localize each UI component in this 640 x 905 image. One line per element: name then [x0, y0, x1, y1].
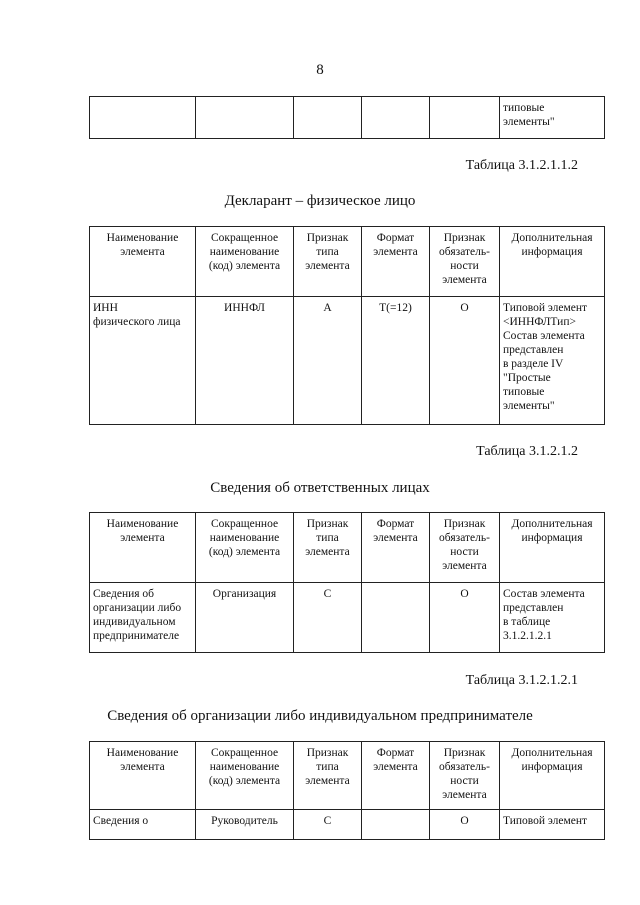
table-cell: Руководитель [196, 810, 294, 840]
table-cell: Организация [196, 583, 294, 653]
header-cell: Признак типа элемента [294, 742, 362, 810]
header-cell: Признак обязатель- ности элемента [430, 227, 500, 297]
table-cell: Типовой элемент <ИННФЛТип> Состав элемента представлен в разделе IV "Простые типовые элементы" [500, 297, 605, 425]
header-row [90, 513, 605, 583]
table-cell: типовые элементы" [500, 97, 605, 139]
header-cell: Формат элемента [362, 742, 430, 810]
header-cell: Дополнительная информация [500, 742, 605, 810]
table-cell [196, 97, 294, 139]
table-cell: А [294, 297, 362, 425]
table-cell: С [294, 810, 362, 840]
header-cell: Дополнительная информация [500, 227, 605, 297]
table-cell [294, 97, 362, 139]
table-number: Таблица 3.1.2.1.1.2 [465, 158, 578, 173]
table-cell: ИННФЛ [196, 297, 294, 425]
header-cell: Признак обязатель- ности элемента [430, 742, 500, 810]
header-cell: Сокращенное наименование (код) элемента [196, 227, 294, 297]
header-cell: Наименование элемента [90, 513, 196, 583]
table-cell: Типовой элемент [500, 810, 605, 840]
table-cell [362, 810, 430, 840]
table-cell: О [430, 810, 500, 840]
table-cell: Сведения о [90, 810, 196, 840]
header-cell: Сокращенное наименование (код) элемента [196, 742, 294, 810]
table-cell [430, 97, 500, 139]
header-cell: Дополнительная информация [500, 513, 605, 583]
table-cell [362, 583, 430, 653]
table-cell: Сведения об организации либо индивидуальном предпринимателе [90, 583, 196, 653]
table-number: Таблица 3.1.2.1.2 [476, 444, 578, 459]
table-title: Декларант – физическое лицо [224, 193, 416, 209]
table-number: Таблица 3.1.2.1.2.1 [465, 673, 578, 688]
table-cell [90, 97, 196, 139]
table-row [90, 297, 605, 425]
table-cell [362, 97, 430, 139]
table-cell: ИНН физического лица [90, 297, 196, 425]
responsible-persons-table [89, 512, 605, 653]
continuation-table [89, 96, 605, 139]
table-row [90, 97, 605, 139]
header-row [90, 742, 605, 810]
header-cell: Признак обязатель- ности элемента [430, 513, 500, 583]
table-cell: О [430, 583, 500, 653]
header-row [90, 227, 605, 297]
table-title: Сведения об ответственных лицах [210, 480, 430, 496]
header-cell: Сокращенное наименование (код) элемента [196, 513, 294, 583]
declarant-table [89, 226, 605, 425]
header-cell: Формат элемента [362, 227, 430, 297]
table-row [90, 583, 605, 653]
page-number: 8 [316, 62, 324, 78]
organization-table [89, 741, 605, 840]
header-cell: Признак типа элемента [294, 513, 362, 583]
table-cell: T(=12) [362, 297, 430, 425]
table-title: Сведения об организации либо индивидуальном предпринимателе [107, 708, 533, 724]
table-row [90, 810, 605, 840]
header-cell: Наименование элемента [90, 227, 196, 297]
header-cell: Признак типа элемента [294, 227, 362, 297]
table-cell: С [294, 583, 362, 653]
table-cell: О [430, 297, 500, 425]
table-cell: Состав элемента представлен в таблице 3.1.2.1.2.1 [500, 583, 605, 653]
header-cell: Формат элемента [362, 513, 430, 583]
header-cell: Наименование элемента [90, 742, 196, 810]
